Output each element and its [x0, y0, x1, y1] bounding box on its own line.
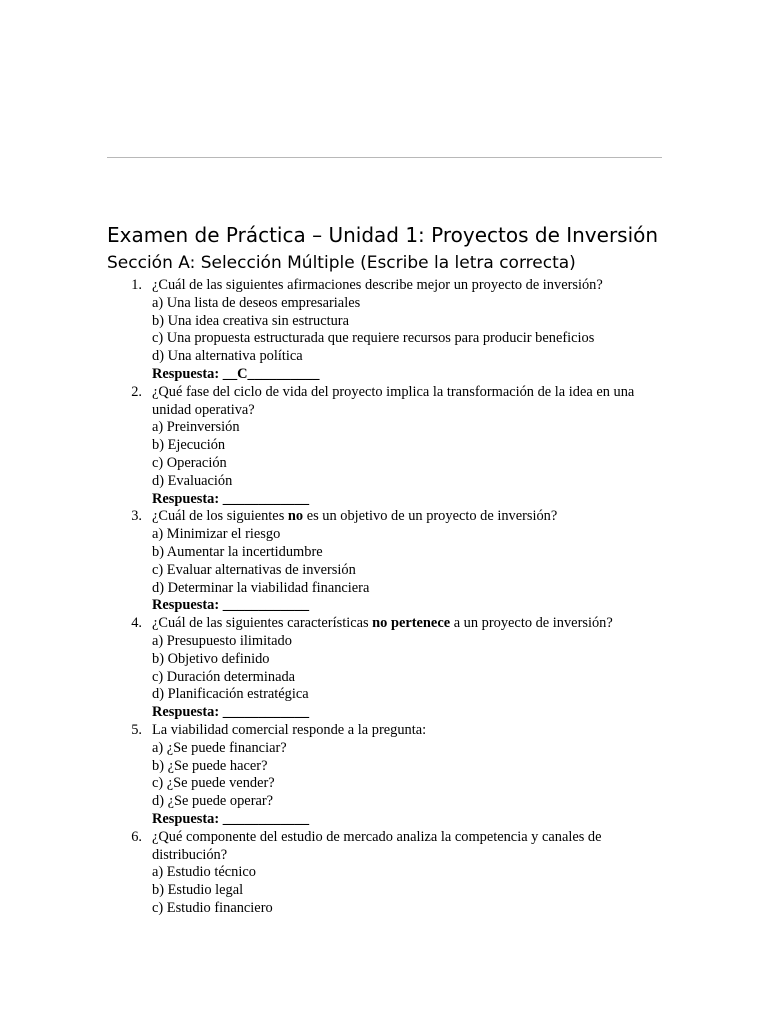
option-c: c) ¿Se puede vender? [152, 775, 275, 792]
answer-line: Respuesta: __C__________ [152, 365, 320, 382]
question-list [131, 277, 672, 918]
option-c: c) Una propuesta estructurada que requiere recursos para producir beneficios [152, 330, 595, 347]
option-b: b) Aumentar la incertidumbre [152, 543, 323, 560]
section-heading: Sección A: Selección Múltiple (Escribe la letra correcta) [107, 253, 576, 273]
option-a: a) Estudio técnico [152, 864, 256, 881]
option-d: d) Evaluación [152, 472, 233, 489]
option-b: b) Estudio legal [152, 882, 244, 899]
question-text: ¿Qué componente del estudio de mercado analiza la competencia y canales de distribución? [152, 828, 602, 863]
exam-title: Examen de Práctica – Unidad 1: Proyectos de Inversión [107, 223, 659, 247]
answer-line: Respuesta: ____________ [152, 810, 310, 827]
option-c: c) Evaluar alternativas de inversión [152, 561, 356, 578]
option-a: a) Preinversión [152, 419, 240, 436]
option-b: b) Objetivo definido [152, 650, 270, 667]
question-number: 4. [131, 615, 142, 632]
question-1 [131, 277, 672, 384]
option-d: d) ¿Se puede operar? [152, 793, 274, 810]
option-a: a) Una lista de deseos empresariales [152, 294, 361, 311]
answer-line: Respuesta: ____________ [152, 490, 310, 507]
question-4 [131, 615, 672, 722]
option-b: b) Ejecución [152, 437, 226, 454]
question-2 [131, 383, 672, 509]
question-text-end: a un proyecto de inversión? [450, 615, 613, 632]
answer-line: Respuesta: ____________ [152, 704, 310, 721]
option-c: c) Estudio financiero [152, 899, 273, 916]
option-b: b) Una idea creativa sin estructura [152, 312, 349, 329]
question-number: 6. [131, 828, 142, 845]
emphasis-word: no [287, 508, 304, 525]
question-number: 2. [131, 383, 142, 400]
option-c: c) Duración determinada [152, 668, 296, 685]
option-d: d) Planificación estratégica [152, 686, 309, 703]
question-text-start: ¿Cuál de las siguientes características [152, 615, 373, 632]
question-6 [131, 828, 672, 918]
option-a: a) ¿Se puede financiar? [152, 739, 287, 756]
question-text: ¿Qué fase del ciclo de vida del proyecto implica la transformación de la idea en una unidad operativa? [152, 383, 635, 418]
question-number: 3. [131, 508, 142, 525]
option-a: a) Presupuesto ilimitado [152, 632, 292, 649]
header-divider [107, 157, 662, 158]
question-text [152, 615, 672, 633]
question-3 [131, 508, 672, 615]
question-number: 5. [131, 721, 142, 738]
option-b: b) ¿Se puede hacer? [152, 757, 268, 774]
emphasis-word: no pertenece [372, 615, 451, 632]
question-text: ¿Cuál de las siguientes afirmaciones describe mejor un proyecto de inversión? [152, 277, 603, 293]
question-text [152, 508, 672, 526]
answer-line: Respuesta: ____________ [152, 597, 310, 614]
question-text: La viabilidad comercial responde a la pregunta: [152, 721, 427, 738]
question-text-end: es un objetivo de un proyecto de inversión? [303, 508, 558, 525]
question-text-start: ¿Cuál de los siguientes [152, 508, 288, 525]
option-c: c) Operación [152, 454, 227, 471]
option-d: d) Determinar la viabilidad financiera [152, 579, 370, 596]
option-d: d) Una alternativa política [152, 348, 303, 365]
option-a: a) Minimizar el riesgo [152, 526, 281, 543]
question-5 [131, 721, 672, 829]
question-number: 1. [131, 277, 142, 293]
